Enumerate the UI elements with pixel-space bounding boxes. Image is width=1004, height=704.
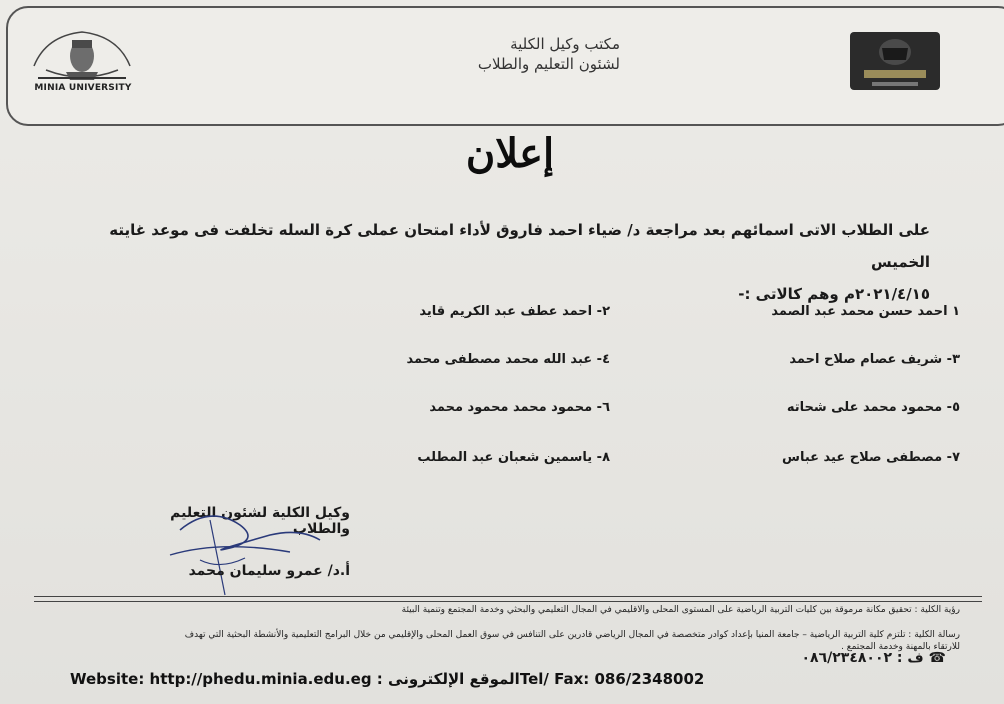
faculty-mission: رسالة الكلية : تلتزم كلية التربية الرياضية – جامعة المنيا بإعداد كوادر متخصصة في المجال الرياضي قادرين على التنافس في سوق العمل المحلى والإقليمي من خلال البرامج التعليمية والأنشطة البحثية التي تهدف — [184, 630, 960, 640]
office-line-1: مكتب وكيل الكلية — [510, 35, 620, 53]
handwritten-signature — [150, 500, 330, 600]
list-item: ٤- عبد الله محمد مصطفى محمد — [406, 352, 610, 367]
website-url[interactable]: Website: http://phedu.minia.edu.eg : — [70, 670, 383, 688]
intro-line-1: على الطلاب الاتى اسمائهم بعد مراجعة د/ ضياء احمد فاروق لأداء امتحان عملى كرة السله تخلفت فى موعد غايته الخميس — [109, 221, 930, 271]
student-list — [400, 300, 960, 480]
list-item: ٨- ياسمين شعبان عبد المطلب — [417, 450, 610, 465]
announcement-intro — [90, 214, 930, 310]
faculty-contact — [70, 670, 705, 688]
announcement-title: إعلان — [465, 130, 555, 177]
list-item: ٧- مصطفى صلاح عيد عباس — [782, 450, 960, 465]
list-item: ٣- شريف عصام صلاح احمد — [789, 352, 960, 367]
phone-number: ف : ٠٨٦/٢٣٤٨٠٠٢ — [801, 650, 924, 666]
office-title — [360, 34, 620, 74]
intro-line-2: ٢٠٢١/٤/١٥م وهم كالاتى :- — [738, 285, 930, 303]
list-item: ٢- احمد عطف عبد الكريم قايد — [419, 304, 610, 319]
signatory-title: وكيل الكلية لشئون التعليم والطلاب — [170, 505, 350, 537]
faculty-vision: رؤية الكلية : تحقيق مكانة مرموقة بين كليات التربية الرياضية على المستوى المحلى والاقليمي في المجال التعليمي والبحثي وخدمة المجتمع وتنمية البيئة — [401, 605, 960, 615]
website-arabic-label: الموقع الإلكترونى — [388, 670, 520, 688]
faculty-mission-continued: للارتقاء بالمهنة وخدمة المجتمع . — [841, 642, 960, 652]
list-item: ١ احمد حسن محمد عبد الصمد — [771, 304, 960, 319]
university-label: MINIA UNIVERSITY — [34, 83, 132, 93]
faculty-of-physical-education-logo-icon — [846, 26, 944, 96]
list-item: ٥- محمود محمد على شحاته — [786, 400, 960, 415]
tel-fax: Tel/ Fax: 086/2348002 — [519, 670, 705, 688]
telephone-icon: ☎ — [928, 650, 946, 666]
list-item: ٦- محمود محمد محمود محمد — [429, 400, 610, 415]
footer-divider — [34, 601, 982, 602]
footer-divider — [34, 596, 982, 597]
office-line-2: لشئون التعليم والطلاب — [477, 55, 620, 73]
faculty-phone — [770, 650, 946, 666]
signatory-name: أ.د/ عمرو سليمان محمد — [188, 563, 350, 579]
